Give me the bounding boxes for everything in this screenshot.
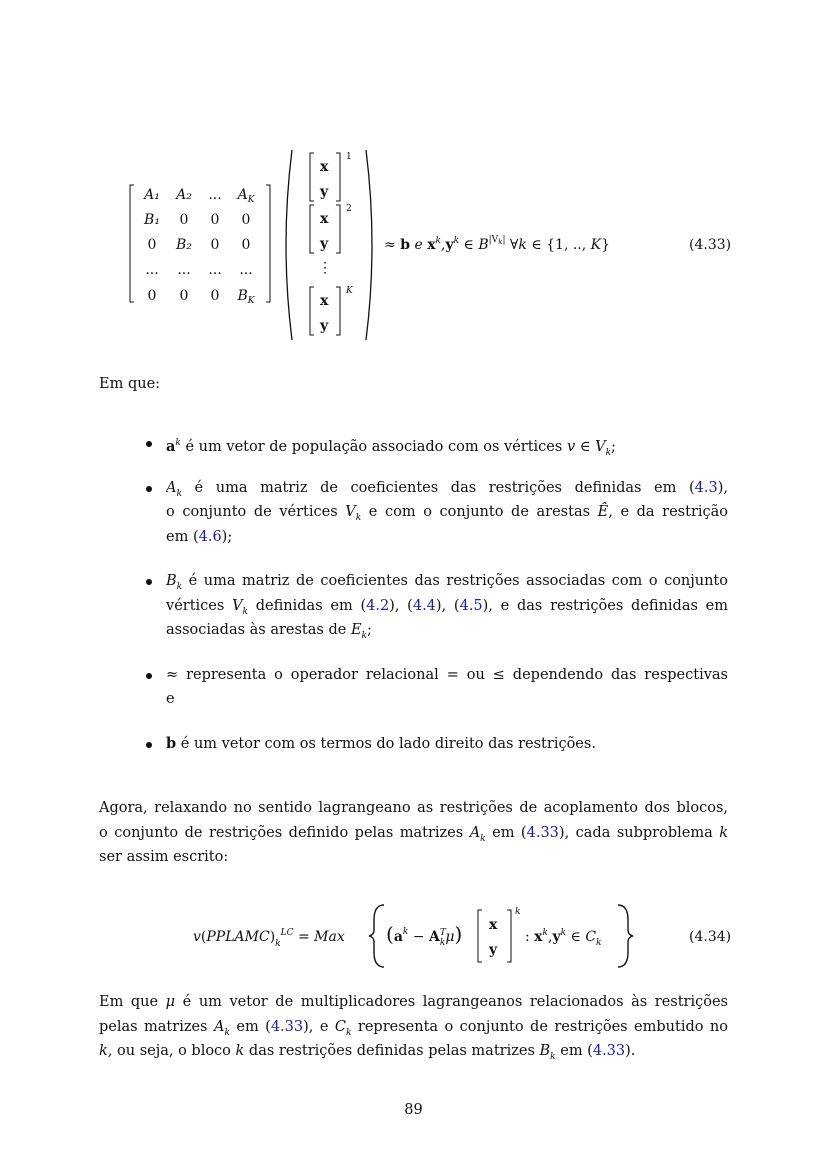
svg-text:: xk,yk ∈ Ck: : $x^k,y^k$ ∈ $C_k$ — [525, 928, 602, 948]
xy-vectors — [310, 152, 354, 335]
matrix-cell: 0 — [147, 288, 157, 304]
vector-entry: x — [320, 159, 329, 175]
matrix-cell: ... — [145, 262, 159, 278]
matrix-cell: ... — [208, 187, 222, 203]
vector-superscript: 1 — [346, 152, 352, 162]
vector-entry: y — [320, 184, 329, 200]
matrix-cell: 0 — [241, 212, 251, 228]
matrix-cell: $A_K$ — [237, 187, 255, 205]
svg-text:x: x — [489, 917, 498, 933]
matrix-cell: 0 — [147, 237, 157, 253]
vector-superscript: K — [346, 286, 353, 296]
vector-entry: x — [320, 211, 329, 227]
eq434-lhs: $v(PPLAMC)_k^{LC}$ = Max — [193, 928, 345, 949]
bullet-icon — [146, 673, 152, 679]
vector-superscript: 2 — [346, 204, 352, 214]
bullet-icon — [146, 742, 152, 748]
vector-entry: y — [320, 236, 329, 252]
vector-entry: y — [320, 318, 329, 334]
eq434-number: (4.34) — [689, 929, 732, 945]
svg-text:(ak − ATkμ): ($a^k - A^T$ kμ) — [386, 922, 463, 948]
svg-text:k: k — [515, 907, 521, 917]
vector-entry: x — [320, 293, 329, 309]
matrix-cell: 0 — [210, 212, 220, 228]
matrix-cell: 0 — [210, 288, 220, 304]
paragraph-relaxation: Agora, relaxando no sentido lagrangeano as restrições de acoplamento dos blocos, o conjunto de restrições definido pelas matrizes $A_k$ em (4.33), cada subproblema k ser assim escrito: — [99, 800, 728, 865]
list-item: $B_k$ é uma matriz de coeficientes das restrições associadas com o conjunto vértices $V_k$ definidas em (4.2), (4.4), (4.5), e das restrições definidas em associadas às arestas de $E_k$; — [146, 569, 728, 643]
paragraph-multipliers: Em que μ é um vetor de multiplicadores lagrangeanos relacionados às restrições pelas matrizes $A_k$ em (4.33), e $C_k$ representa o conjunto de restrições embutido no k, ou seja, o bloco k das restrições definidas pelas matrizes $B_k$ em (4.33). — [99, 994, 728, 1062]
definitions-list — [146, 431, 728, 756]
list-item: ≈ representa o operador relacional = ou ≤ dependendo das respectivas e — [146, 663, 728, 712]
matrix-cell: 0 — [210, 237, 220, 253]
list-item: b é um vetor com os termos do lado direito das restrições. — [146, 732, 728, 757]
matrix-cell: ... — [208, 262, 222, 278]
bullet-icon — [146, 486, 152, 492]
eq433-rhs: ≈ b e $x^k,y^k$ ∈ $B^{|V}k|$ ∀k ∈ {1, .., K} — [384, 235, 611, 253]
vertical-ellipsis: ⋮ — [318, 260, 332, 276]
bullet-icon — [146, 579, 152, 585]
bullet-icon — [146, 441, 152, 447]
matrix-cell: B₂ — [176, 237, 192, 253]
matrix-cell: B₁ — [144, 212, 160, 228]
coefficient-matrix — [142, 187, 256, 306]
equation-4-33 — [0, 0, 827, 360]
matrix-cell: 0 — [241, 237, 251, 253]
matrix-cell: ... — [177, 262, 191, 278]
matrix-cell: A₂ — [176, 187, 192, 203]
equation-4-34 — [0, 890, 827, 980]
matrix-cell: 0 — [179, 212, 189, 228]
matrix-cell: 0 — [179, 288, 189, 304]
em-que-label: Em que: — [99, 376, 161, 392]
list-item: $a^k$ é um vetor de população associado com os vértices v ∈ $V_k$; — [146, 431, 728, 456]
matrix-cell: A₁ — [144, 187, 160, 203]
svg-text:y: y — [489, 942, 498, 958]
matrix-cell: ... — [239, 262, 253, 278]
matrix-cell: $B_K$ — [237, 288, 255, 306]
page-number: 89 — [404, 1102, 423, 1118]
eq433-number: (4.33) — [689, 237, 732, 253]
list-item: $A_k$ é uma matriz de coeficientes das restrições definidas em (4.3), o conjunto de vértices $V_k$ e com o conjunto de arestas Ê, e da restrição em (4.6); — [146, 476, 728, 550]
